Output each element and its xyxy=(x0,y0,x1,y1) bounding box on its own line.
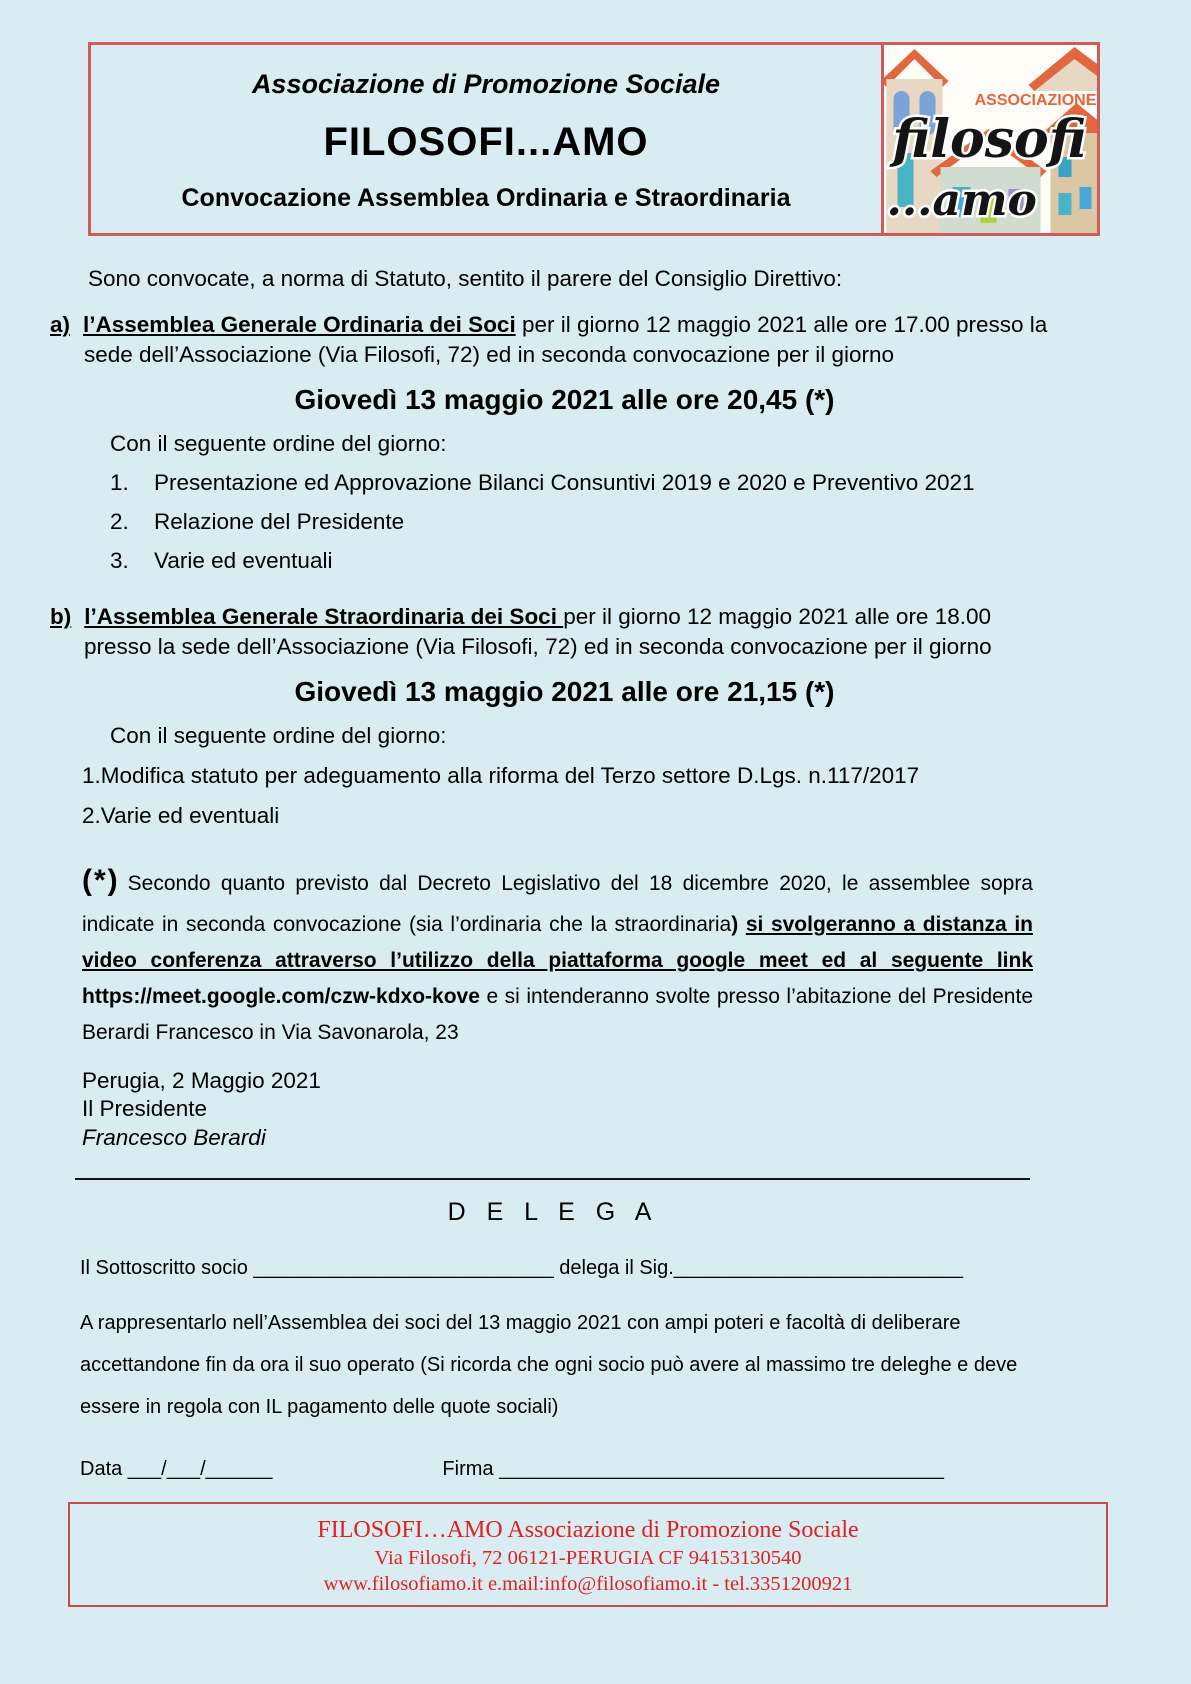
item-b-agenda-title: Con il seguente ordine del giorno: xyxy=(110,723,447,749)
agenda-item xyxy=(110,470,1191,496)
logo-associazione-label: ASSOCIAZIONE xyxy=(974,92,1097,109)
signature-block xyxy=(82,1067,1191,1152)
item-b-heading xyxy=(50,602,1056,662)
item-b-title: l’Assemblea Generale Straordinaria dei Soci xyxy=(84,604,564,630)
date-signature-row xyxy=(80,1458,1191,1481)
president-name: Francesco Berardi xyxy=(82,1124,266,1150)
item-a-agenda-title: Con il seguente ordine del giorno: xyxy=(110,431,447,457)
president-role: Il Presidente xyxy=(82,1096,208,1122)
delega-title: D E L E G A xyxy=(447,1198,659,1227)
logo-script-amo: ...amo xyxy=(886,175,1037,226)
footnote-meet-link: https://meet.google.com/czw-kdxo-kove xyxy=(82,984,480,1008)
signature-fill-in: Firma ________________________________________ xyxy=(442,1458,944,1481)
header-box xyxy=(88,42,1100,236)
place-and-date: Perugia, 2 Maggio 2021 xyxy=(82,1068,321,1094)
item-a-heading xyxy=(50,310,1056,370)
logo-script-filosofi: filosofi xyxy=(892,109,1087,170)
filosofiamo-logo xyxy=(881,45,1097,233)
footnote-text-3: e si intenderanno svolte presso l’abitazione del Presidente Berardi Francesco in Via Savonarola, 23 xyxy=(82,984,1033,1044)
agenda-item-text: Varie ed eventuali xyxy=(154,548,333,574)
agenda-item xyxy=(110,548,1191,574)
footer-address: Via Filosofi, 72 06121-PERUGIA CF 94153130540 xyxy=(374,1547,802,1569)
date-fill-in: Data ___/___/______ xyxy=(80,1458,273,1481)
footer-box xyxy=(68,1502,1108,1607)
agenda-item xyxy=(110,509,1191,535)
delega-fill-in-line: Il Sottoscritto socio ___________________________ delega il Sig.__________________________ xyxy=(80,1257,963,1280)
agenda-item-number: 1. xyxy=(110,470,129,496)
footnote-underlined-text: si svolgeranno a distanza in video conferenza attraverso l’utilizzo della piattaforma google meet ed al seguente link xyxy=(82,912,1033,972)
association-type-heading: Associazione di Promozione Sociale xyxy=(251,69,721,99)
association-name-heading: FILOSOFI...AMO xyxy=(323,119,649,164)
footnote-text-2: ) xyxy=(731,912,746,936)
footnote-text-1: Secondo quanto previsto dal Decreto Legislativo del 18 dicembre 2020, le assemblee sopra indicate in seconda convocazione (sia l’ordinaria che la straordinaria xyxy=(82,872,1033,936)
agenda-item-number: 2. xyxy=(110,509,129,535)
section-divider xyxy=(75,1178,1030,1180)
logo-illustration xyxy=(884,45,1097,233)
document-title: Convocazione Assemblea Ordinaria e Straordinaria xyxy=(181,184,791,212)
footer-contacts: www.filosofiamo.it e.mail:info@filosofiamo.it - tel.3351200921 xyxy=(323,1573,853,1595)
window xyxy=(1080,187,1092,209)
item-a-marker: a) xyxy=(50,312,71,337)
footer-association-name: FILOSOFI…AMO Associazione di Promozione Sociale xyxy=(317,1517,859,1543)
agenda-item-text: Relazione del Presidente xyxy=(154,509,405,535)
agenda-item-number: 3. xyxy=(110,548,129,574)
agenda-item: 1.Modifica statuto per adeguamento alla riforma del Terzo settore D.Lgs. n.117/2017 xyxy=(82,763,920,789)
item-a-text: per il giorno 12 maggio 2021 alle ore 17.00 presso la sede dell’Associazione (Via Filosofi, 72) ed in seconda convocazione per il giorno xyxy=(84,312,1048,367)
footnote-star: (*) xyxy=(82,864,120,898)
footnote-paragraph xyxy=(82,855,1033,1051)
item-a-date-line: Giovedì 13 maggio 2021 alle ore 20,45 (*) xyxy=(294,383,835,415)
header-text-block xyxy=(91,45,881,233)
window xyxy=(1059,193,1072,215)
item-a-title: l’Assemblea Generale Ordinaria dei Soci xyxy=(83,312,516,337)
delega-body-paragraph: A rappresentarlo nell’Assemblea dei soci del 13 maggio 2021 con ampi poteri e facoltà di deliberare accettandone fin da ora il suo operato (Si ricorda che ogni socio può avere al massimo tre deleghe e deve essere in regola con IL pagamento delle quote sociali) xyxy=(80,1312,1018,1419)
item-b-text: per il giorno 12 maggio 2021 alle ore 18.00 presso la sede dell’Associazione (Via Filosofi, 72) ed in seconda convocazione per il giorno xyxy=(84,604,992,659)
intro-paragraph: Sono convocate, a norma di Statuto, sentito il parere del Consiglio Direttivo: xyxy=(88,266,843,291)
item-b-marker: b) xyxy=(50,604,72,630)
agenda-item-text: Presentazione ed Approvazione Bilanci Consuntivi 2019 e 2020 e Preventivo 2021 xyxy=(154,470,975,496)
item-b-date-line: Giovedì 13 maggio 2021 alle ore 21,15 (*) xyxy=(294,675,835,707)
agenda-item: 2.Varie ed eventuali xyxy=(82,803,280,829)
